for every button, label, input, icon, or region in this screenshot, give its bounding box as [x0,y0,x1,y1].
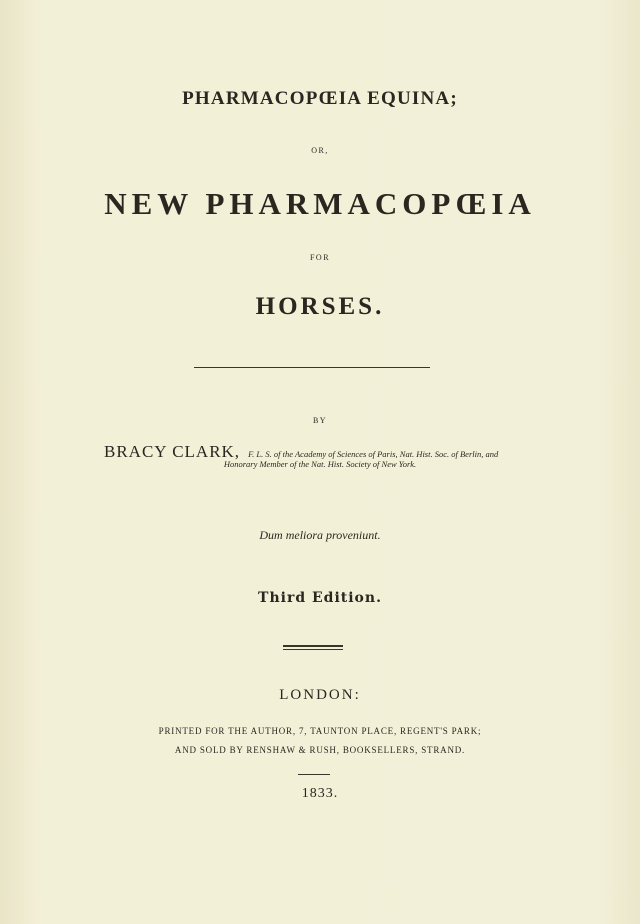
main-title: PHARMACOPŒIA EQUINA; [182,88,458,109]
or-connector: OR, [311,146,329,155]
subject-title: HORSES. [255,293,385,320]
imprint-seller: AND SOLD BY RENSHAW & RUSH, BOOKSELLERS, STRAND. [174,745,466,755]
divider-rule [194,367,430,368]
short-rule [298,774,330,775]
alternate-title: NEW PHARMACOPŒIA [104,186,536,221]
edition-statement: Third Edition. [258,590,382,606]
author-name: BRACY CLARK, [104,442,241,461]
double-rule-bottom [283,649,343,650]
author-credentials-continued: Honorary Member of the Nat. Hist. Society of New York. [223,459,417,469]
imprint-city: LONDON: [279,687,361,703]
imprint-printer: PRINTED FOR THE AUTHOR, 7, TAUNTON PLACE, REGENT'S PARK; [158,726,482,736]
publication-year: 1833. [301,786,339,801]
author-credentials: F. L. S. of the Academy of Sciences of Paris, Nat. Hist. Soc. of Berlin, and [248,449,499,459]
for-connector: FOR [309,253,331,262]
motto: Dum meliora proveniunt. [259,528,381,542]
by-label: BY [312,416,328,425]
double-rule-top [283,645,343,647]
